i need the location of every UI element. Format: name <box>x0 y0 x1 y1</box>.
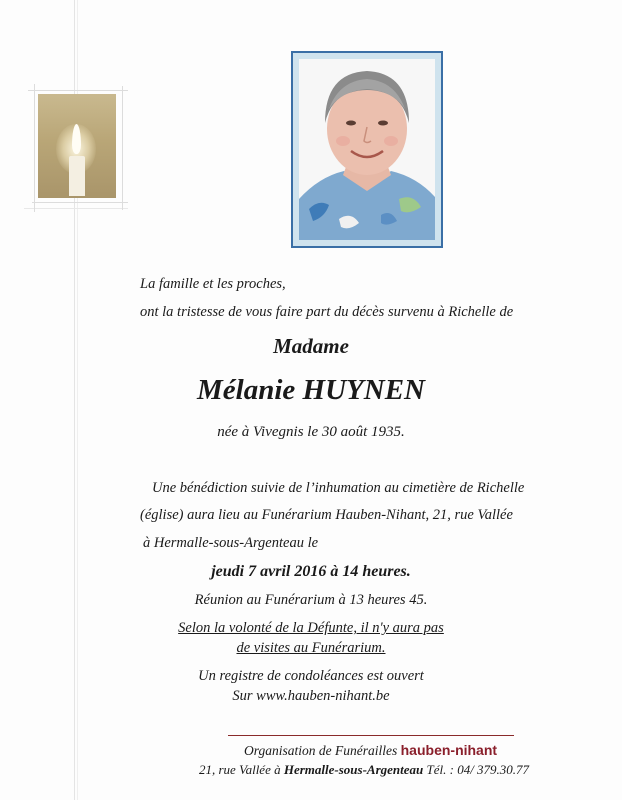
honorific: Madame <box>273 334 349 358</box>
register-line-1: Un registre de condoléances est ouvert <box>198 668 424 684</box>
ceremony-line-3: à Hermalle-sous-Argenteau le <box>143 535 319 551</box>
ceremony-datetime: jeudi 7 avril 2016 à 14 heures. <box>211 563 411 580</box>
footer-org-prefix: Organisation de Funérailles <box>244 743 398 758</box>
footer-address-prefix: 21, rue Vallée à <box>199 762 281 777</box>
candle-icon <box>28 84 128 212</box>
wish-line-1: Selon la volonté de la Défunte, il n'y aura pas <box>178 620 444 636</box>
wish-line-2: de visites au Funérarium. <box>236 640 386 656</box>
intro-line-1: La famille et les proches, <box>140 276 286 292</box>
ceremony-line-2: (église) aura lieu au Funérarium Hauben-Nihant, 21, rue Vallée <box>140 507 513 523</box>
footer-organisation <box>244 742 497 759</box>
footer-city: Hermalle-sous-Argenteau <box>283 762 424 777</box>
register-line-2: Sur www.hauben-nihant.be <box>232 688 390 704</box>
footer-divider <box>228 735 514 736</box>
footer-address <box>199 762 529 778</box>
footer-phone: Tél. : 04/ 379.30.77 <box>426 762 530 777</box>
intro-line-2: ont la tristesse de vous faire part du décès survenu à Richelle de <box>140 304 514 320</box>
deceased-name: Mélanie HUYNEN <box>197 374 425 406</box>
birth-info: née à Vivegnis le 30 août 1935. <box>217 424 405 440</box>
brand-logo: hauben-nihant <box>400 742 498 758</box>
ceremony-line-1: Une bénédiction suivie de l’inhumation au cimetière de Richelle <box>152 480 525 496</box>
portrait-photo <box>291 51 443 248</box>
meeting-info: Réunion au Funérarium à 13 heures 45. <box>194 592 428 608</box>
